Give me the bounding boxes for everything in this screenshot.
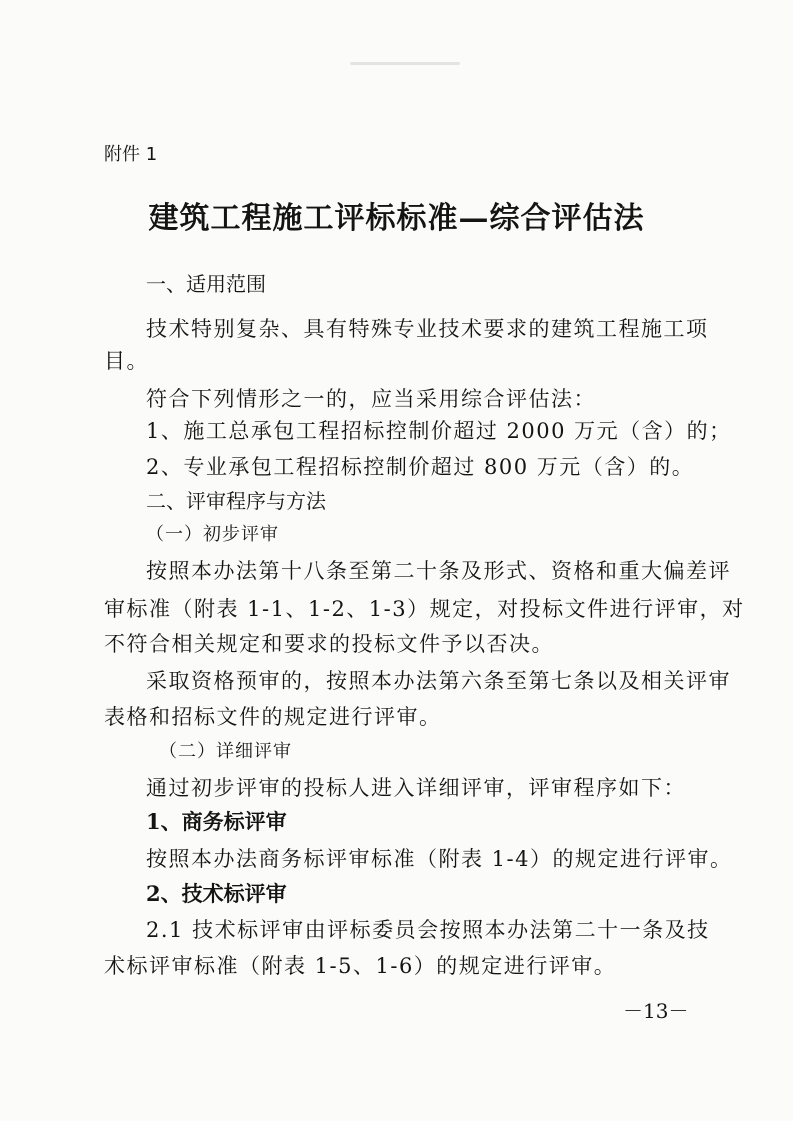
bold-heading-commercial: 1、商务标评审 (146, 809, 287, 834)
list-item: 1、施工总承包工程招标控制价超过 2000 万元（含）的； (146, 419, 732, 443)
paragraph-line: 审标准（附表 1-1、1-2、1-3）规定，对投标文件进行评审，对 (104, 597, 745, 621)
paragraph-line: 技术特别复杂、具有特殊专业技术要求的建筑工程施工项 (146, 317, 709, 341)
paragraph-line: 目。 (104, 349, 149, 373)
page-number: －13－ (623, 999, 689, 1023)
list-item: 2、专业承包工程招标控制价超过 800 万元（含）的。 (146, 455, 695, 479)
paragraph-line: 按照本办法第十八条至第二十条及形式、资格和重大偏差评 (146, 559, 731, 583)
paragraph-line: 采取资格预审的，按照本办法第六条至第七条以及相关评审 (146, 669, 731, 693)
attachment-label: 附件 1 (104, 144, 158, 165)
document-title: 建筑工程施工评标标准—综合评估法 (148, 201, 645, 236)
paragraph-line: 符合下列情形之一的，应当采用综合评估法： (146, 387, 596, 411)
paragraph-line: 2.1 技术标评审由评标委员会按照本办法第二十一条及技 (146, 918, 710, 942)
subsection-heading: （二）详细评审 (159, 741, 292, 762)
bold-heading-technical: 2、技术标评审 (146, 881, 287, 906)
section-heading-procedure: 二、评审程序与方法 (146, 489, 326, 513)
paragraph-line: 按照本办法商务标评审标准（附表 1-4）的规定进行评审。 (146, 847, 733, 871)
paragraph-line: 表格和招标文件的规定进行评审。 (104, 705, 442, 729)
section-heading-scope: 一、适用范围 (146, 272, 266, 296)
paragraph-line: 术标评审标准（附表 1-5、1-6）的规定进行评审。 (104, 954, 617, 978)
paragraph-line: 通过初步评审的投标人进入详细评审，评审程序如下： (146, 776, 686, 800)
scan-smudge (350, 62, 460, 65)
paragraph-line: 不符合相关规定和要求的投标文件予以否决。 (104, 632, 554, 656)
subsection-heading: （一）初步评审 (146, 524, 279, 545)
